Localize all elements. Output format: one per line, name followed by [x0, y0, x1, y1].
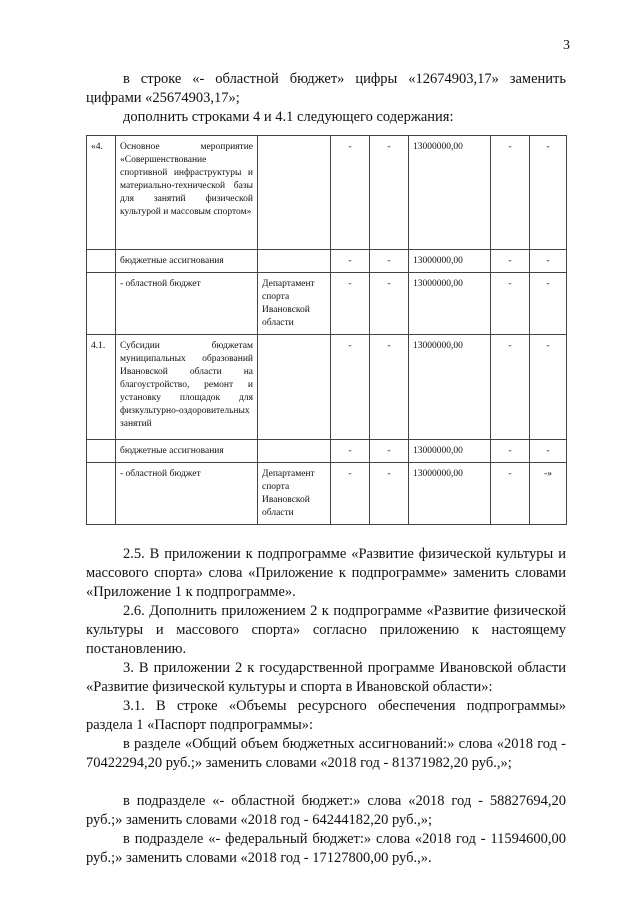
table-row	[87, 335, 567, 440]
row-amount: 13000000,00	[409, 335, 491, 440]
row-cell: -	[370, 463, 409, 525]
row-cell: -	[370, 250, 409, 273]
row-cell: -	[530, 250, 567, 273]
row-amount: 13000000,00	[409, 440, 491, 463]
row-description: - областной бюджет	[116, 463, 258, 525]
row-cell: -	[370, 335, 409, 440]
paragraph-2-6: 2.6. Дополнить приложением 2 к подпрограмме «Развитие физической культуры и массового спорта» согласно приложению к настоящему постановлению.	[86, 603, 566, 657]
intro-paragraph-2: дополнить строками 4 и 4.1 следующего содержания:	[123, 109, 454, 125]
row-amount: 13000000,00	[409, 273, 491, 335]
row-cell: -	[331, 136, 370, 250]
row-cell: -	[491, 440, 530, 463]
row-cell: -	[370, 273, 409, 335]
row-number	[87, 463, 116, 525]
row-executor: Департамент спорта Ивановской области	[258, 463, 331, 525]
row-cell: -	[491, 250, 530, 273]
paragraph-total-budget: в разделе «Общий объем бюджетных ассигнований:» слова «2018 год - 70422294,20 руб.;» заменить словами «2018 год - 81371982,20 руб.,»;	[86, 736, 566, 771]
row-description: бюджетные ассигнования	[116, 250, 258, 273]
row-cell: -	[530, 440, 567, 463]
paragraph-federal-budget: в подразделе «- федеральный бюджет:» слова «2018 год - 11594600,00 руб.;» заменить словами «2018 год - 17127800,00 руб.,».	[86, 831, 566, 866]
row-cell: -	[331, 440, 370, 463]
row-cell: -	[331, 273, 370, 335]
table-row	[87, 273, 567, 335]
row-description: бюджетные ассигнования	[116, 440, 258, 463]
row-amount: 13000000,00	[409, 250, 491, 273]
row-cell: -	[491, 136, 530, 250]
row-cell: -	[491, 463, 530, 525]
row-cell: -	[370, 136, 409, 250]
table-row	[87, 250, 567, 273]
budget-table	[86, 135, 567, 525]
row-cell: -	[491, 335, 530, 440]
row-cell: -»	[530, 463, 567, 525]
row-executor	[258, 250, 331, 273]
paragraph-2-5: 2.5. В приложении к подпрограмме «Развитие физической культуры и массового спорта» слова «Приложение к подпрограмме» заменить словами «Приложение 1 к подпрограмме».	[86, 546, 566, 600]
row-executor	[258, 440, 331, 463]
page-number: 3	[563, 38, 570, 53]
row-cell: -	[491, 273, 530, 335]
row-cell: -	[370, 440, 409, 463]
row-number	[87, 250, 116, 273]
row-description: Субсидии бюджетам муниципальных образований Ивановской области на благоустройство, ремонт и установку площадок для физкультурно-оздоровительных занятий	[116, 335, 258, 440]
row-number: 4.1.	[87, 335, 116, 440]
paragraph-regional-budget: в подразделе «- областной бюджет:» слова «2018 год - 58827694,20 руб.;» заменить словами «2018 год - 64244182,20 руб.,»;	[86, 793, 566, 828]
row-description: - областной бюджет	[116, 273, 258, 335]
row-cell: -	[530, 335, 567, 440]
row-cell: -	[530, 136, 567, 250]
row-number	[87, 440, 116, 463]
row-amount: 13000000,00	[409, 136, 491, 250]
row-number	[87, 273, 116, 335]
paragraph-3: 3. В приложении 2 к государственной программе Ивановской области «Развитие физической культуры и спорта в Ивановской области»:	[86, 660, 566, 695]
row-cell: -	[530, 273, 567, 335]
paragraph-3-1: 3.1. В строке «Объемы ресурсного обеспечения подпрограммы» раздела 1 «Паспорт подпрограммы»:	[86, 698, 566, 733]
row-executor: Департамент спорта Ивановской области	[258, 273, 331, 335]
row-cell: -	[331, 335, 370, 440]
row-executor	[258, 136, 331, 250]
table-row	[87, 136, 567, 250]
row-cell: -	[331, 250, 370, 273]
row-amount: 13000000,00	[409, 463, 491, 525]
row-description: Основное мероприятие «Совершенствование спортивной инфраструктуры и материально-технической базы для занятий физической культурой и массовым спортом»	[116, 136, 258, 250]
row-executor	[258, 335, 331, 440]
intro-paragraph: в строке «- областной бюджет» цифры «12674903,17» заменить цифрами «25674903,17»;	[86, 71, 566, 106]
table-row	[87, 440, 567, 463]
row-cell: -	[331, 463, 370, 525]
table-row	[87, 463, 567, 525]
row-number: «4.	[87, 136, 116, 250]
